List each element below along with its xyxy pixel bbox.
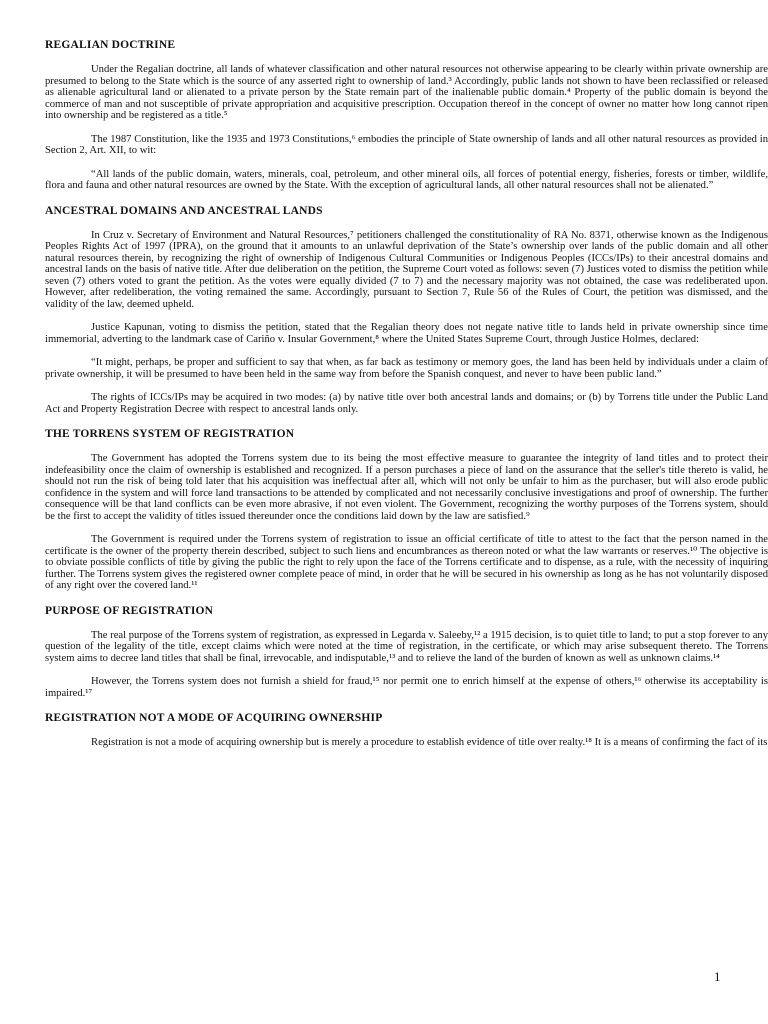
paragraph: In Cruz v. Secretary of Environment and Natural Resources,⁷ petitioners challenged the constitutionality of RA No. 8371, otherwise known as the Indigenous Peoples Rights Act of 1997 (IPRA), on the ground that it amounts to an unlawful deprivation of the State’s ownership over lands of the public domain and all other natural resources therein, by recognizing the right of ownership of Indigenous Cultural Communities or Indigenous Peoples (ICCs/IPs) to their ancestral domains and ancestral lands on the basis of native title. After due deliberation on the petition, the Supreme Court voted as follows: seven (7) Justices voted to dismiss the petition while seven (7) others voted to grant the petition. As the votes were equally divided (7 to 7) and the necessary majority was not obtained, the case was redeliberated upon. However, after redeliberation, the voting remained the same. Accordingly, pursuant to Section 7, Rule 56 of the Rules of Court, the petition was dismissed, and the validity of the law, deemed upheld. [45,229,768,310]
section-heading-registration: REGISTRATION NOT A MODE OF ACQUIRING OWNERSHIP [45,712,383,724]
paragraph: The Government has adopted the Torrens system due to its being the most effective measure to guarantee the integrity of land titles and to protect their indefeasibility once the claim of ownership is established and recognized. If a person purchases a piece of land on the assurance that the seller's title thereto is valid, he should not run the risk of being told later that his acquisition was ineffectual after all, which will not only be unfair to him as the purchaser, but will also erode public confidence in the system and will force land transactions to be attended by complicated and not necessarily conclusive investigations and proof of ownership. The further consequence will be that land conflicts can be even more abrasive, if not even violent. The Government, recognizing the worthy purposes of the Torrens system, should be the first to accept the validity of titles issued thereunder once the conditions laid down by the law are satisfied.⁹ [45,453,768,522]
block-quote: “It might, perhaps, be proper and sufficient to say that when, as far back as testimony or memory goes, the land has been held by individuals under a claim of private ownership, it will be presumed to have been held in the same way from before the Spanish conquest, and never to have been public land.” [45,357,768,380]
paragraph: Registration is not a mode of acquiring ownership but is merely a procedure to establish evidence of title over realty.¹⁸ It is a means of confirming the fact of its [91,737,768,748]
block-quote: “All lands of the public domain, waters, minerals, coal, petroleum, and other mineral oils, all forces of potential energy, fisheries, forests or timber, wildlife, flora and fauna and other natural resources are owned by the State. With the exception of agricultural lands, all other natural resources shall not be alienated.” [45,168,768,191]
section-heading-ancestral: ANCESTRAL DOMAINS AND ANCESTRAL LANDS [45,204,323,217]
paragraph: Under the Regalian doctrine, all lands of whatever classification and other natural resources not otherwise appearing to be clearly within private ownership are presumed to belong to the State which is the source of any asserted right to ownership of land.³ Accordingly, public lands not shown to have been reclassified or released as alienable agricultural land or alienated to a private person by the State remain part of the inalienable public domain.⁴ Property of the public domain is beyond the commerce of man and not susceptible of private appropriation and acquisitive prescription. Occupation thereof in the concept of owner no matter how long cannot ripen into ownership and be registered as a title.⁵ [45,64,768,121]
section-heading-regalian: REGALIAN DOCTRINE [45,39,176,51]
document-body [45,38,768,749]
section-heading-purpose: PURPOSE OF REGISTRATION [45,604,214,617]
paragraph: The 1987 Constitution, like the 1935 and 1973 Constitutions,⁶ embodies the principle of State ownership of lands and all other natural resources as provided in Section 2, Art. XII, to wit: [45,133,768,156]
page-number: 1 [714,969,721,984]
section-heading-torrens: THE TORRENS SYSTEM OF REGISTRATION [45,428,295,440]
paragraph: The Government is required under the Torrens system of registration to issue an official certificate of title to attest to the fact that the person named in the certificate is the owner of the property therein described, subject to such liens and encumbrances as thereon noted or what the law warrants or reserves.¹⁰ The objective is to obviate possible conflicts of title by giving the public the right to rely upon the face of the Torrens certificate and to dispense, as a rule, with the necessity of inquiring further. The Torrens system gives the registered owner complete peace of mind, in order that he will be secured in his ownership as long as he has not voluntarily disposed of any right over the covered land.¹¹ [45,534,768,591]
paragraph: The rights of ICCs/IPs may be acquired in two modes: (a) by native title over both ancestral lands and domains; or (b) by Torrens title under the Public Land Act and Property Registration Decree with respect to ancestral lands only. [45,392,768,415]
paragraph: However, the Torrens system does not furnish a shield for fraud,¹⁵ nor permit one to enrich himself at the expense of others,¹⁶ otherwise its acceptability is impaired.¹⁷ [45,676,768,699]
paragraph: The real purpose of the Torrens system of registration, as expressed in Legarda v. Saleeby,¹² a 1915 decision, is to quiet title to land; to put a stop forever to any question of the legality of the title, except claims which were noted at the time of registration, in the certificate, or which may arise subsequent thereto. The Torrens system aims to decree land titles that shall be final, irrevocable, and indisputable,¹³ and to relieve the land of the burden of known as well as unknown claims.¹⁴ [45,629,768,664]
paragraph: Justice Kapunan, voting to dismiss the petition, stated that the Regalian theory does not negate native title to lands held in private ownership since time immemorial, adverting to the landmark case of Cariño v. Insular Government,⁸ where the United States Supreme Court, through Justice Holmes, declared: [45,322,768,345]
